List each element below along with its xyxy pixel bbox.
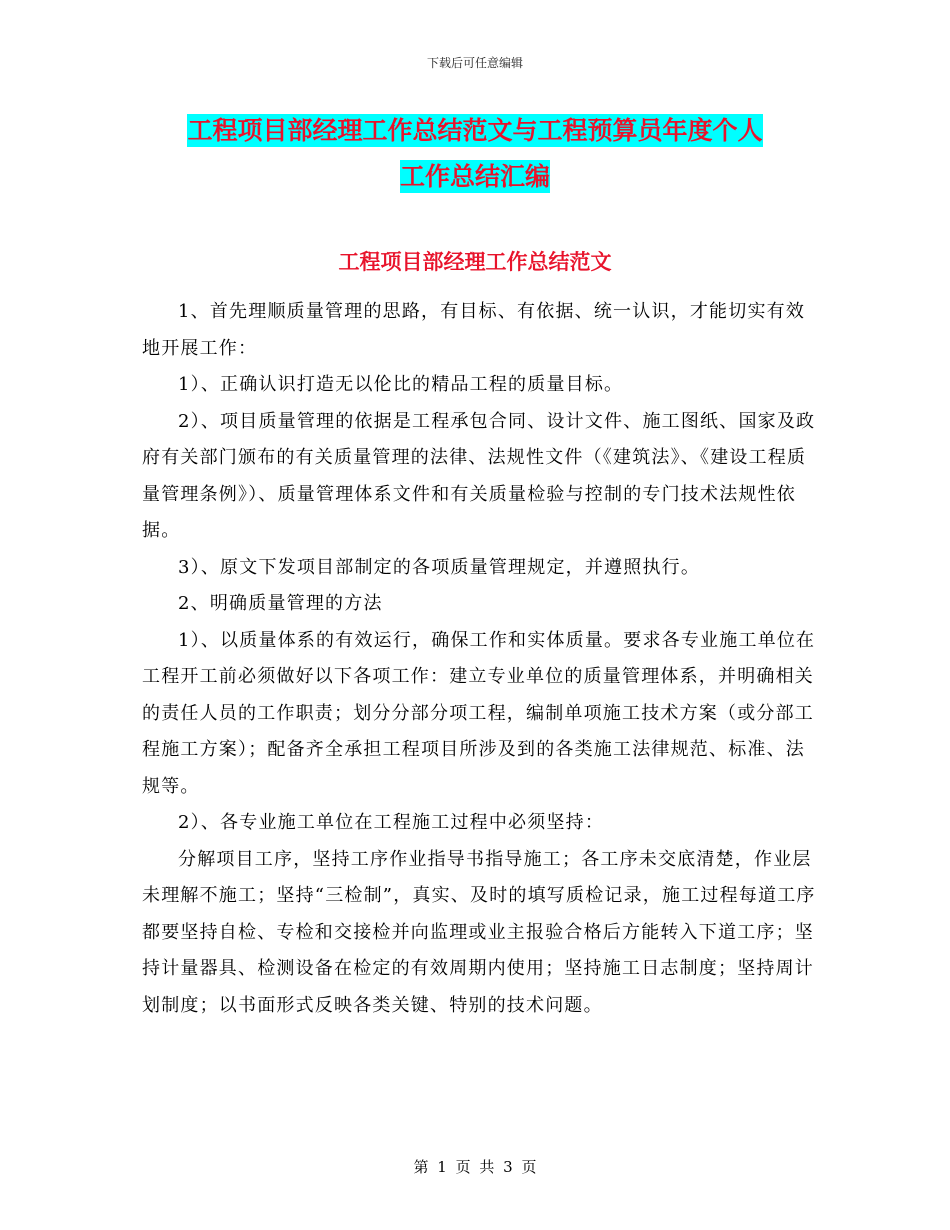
paragraph: 2）、项目质量管理的依据是工程承包合同、设计文件、施工图纸、国家及政府有关部门颁布的有关质量管理的法律、法规性文件（《建筑法》、《建设工程质量管理条例》）、质量管理体系文件和有关质量检验与控制的专门技术法规性依据。 (142, 410, 816, 541)
title-line-1: 工程项目部经理工作总结范文与工程预算员年度个人 (187, 116, 763, 145)
title-line-2: 工作总结汇编 (399, 162, 550, 191)
paragraph: 1）、正确认识打造无以伦比的精品工程的质量目标。 (178, 374, 624, 395)
body-text (142, 294, 822, 1024)
section-title: 工程项目部经理工作总结范文 (338, 250, 612, 274)
paragraph: 分解项目工序，坚持工序作业指导书指导施工；各工序未交底清楚，作业层未理解不施工；坚持“三检制”，真实、及时的填写质检记录，施工过程每道工序都要坚持自检、专检和交接检并向监理或业主报验合格后方能转入下道工序；坚持计量器具、检测设备在检定的有效周期内使用；坚持施工日志制度；坚持周计划制度；以书面形式反映各类关键、特别的技术问题。 (142, 848, 816, 1016)
header-note: 下载后可任意编辑 (426, 56, 523, 70)
paragraph: 2、明确质量管理的方法 (178, 593, 383, 614)
page-footer: 第 1 页 共 3 页 (413, 1158, 537, 1176)
paragraph: 1、首先理顺质量管理的思路，有目标、有依据、统一认识，才能切实有效地开展工作： (142, 301, 806, 359)
document-title (0, 108, 950, 200)
paragraph: 3）、原文下发项目部制定的各项质量管理规定，并遵照执行。 (178, 556, 701, 578)
paragraph: 2）、各专业施工单位在工程施工过程中必须坚持： (178, 812, 605, 833)
paragraph: 1）、以质量体系的有效运行，确保工作和实体质量。要求各专业施工单位在工程开工前必须做好以下各项工作：建立专业单位的质量管理体系，并明确相关的责任人员的工作职责；划分分部分项工程，编制单项施工技术方案（或分部工程施工方案）；配备齐全承担工程项目所涉及到的各类施工法律规范、标准、法规等。 (142, 629, 816, 797)
